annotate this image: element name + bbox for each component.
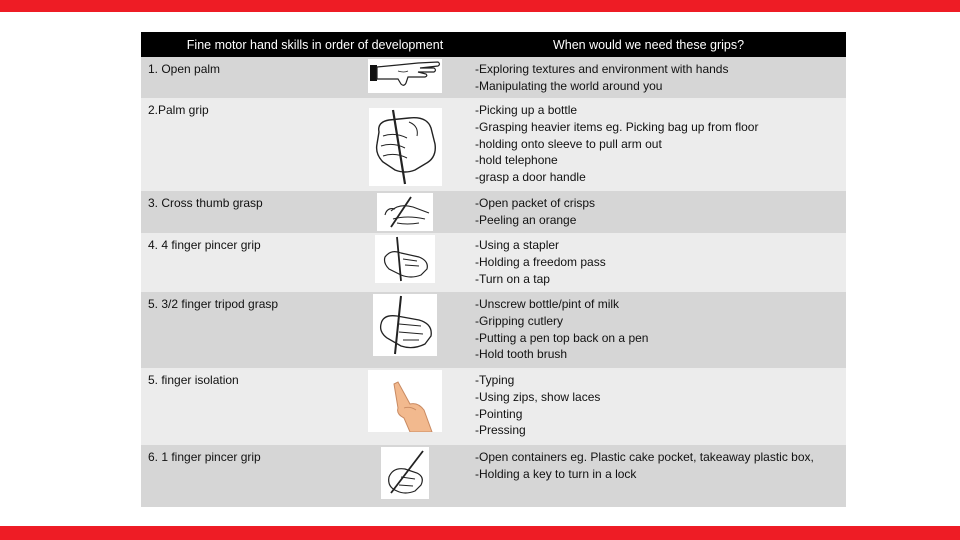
skill-label: 6. 1 finger pincer grip bbox=[148, 450, 261, 464]
use-item: -Pointing bbox=[475, 406, 523, 421]
four-finger-pincer-hand-icon bbox=[375, 235, 435, 283]
use-item: -Open containers eg. Plastic cake pocket, takeaway plastic box, bbox=[475, 450, 814, 464]
finger-isolation-hand-icon bbox=[368, 370, 442, 432]
skill-label: 2.Palm grip bbox=[148, 103, 209, 117]
use-item: -Open packet of crisps bbox=[475, 196, 596, 210]
table-row bbox=[141, 368, 846, 445]
cross-thumb-grasp-hand-icon bbox=[377, 193, 433, 231]
use-item: -Holding a freedom pass bbox=[475, 254, 606, 269]
use-item: -Gripping cutlery bbox=[475, 313, 564, 328]
use-item: -Hold tooth brush bbox=[475, 347, 568, 362]
use-item: -Exploring textures and environment with hands bbox=[475, 62, 729, 76]
skill-label: 5. finger isolation bbox=[148, 373, 239, 387]
use-item: -Using zips, show laces bbox=[475, 389, 601, 404]
table-row bbox=[141, 445, 846, 507]
use-item: -hold telephone bbox=[475, 153, 558, 168]
palm-grip-hand-icon bbox=[369, 108, 442, 186]
skill-label: 5. 3/2 finger tripod grasp bbox=[148, 297, 279, 311]
one-finger-pincer-hand-icon bbox=[381, 447, 429, 499]
table-row bbox=[141, 191, 846, 233]
use-item: -Peeling an orange bbox=[475, 212, 577, 227]
use-item: -Manipulating the world around you bbox=[475, 78, 663, 93]
open-palm-hand-icon bbox=[368, 59, 442, 93]
use-item: -holding onto sleeve to pull arm out bbox=[475, 136, 662, 151]
header-uses: When would we need these grips? bbox=[552, 37, 745, 52]
table-header bbox=[141, 32, 846, 57]
table-row bbox=[141, 57, 846, 98]
table-row bbox=[141, 98, 846, 191]
header-skills: Fine motor hand skills in order of development bbox=[186, 37, 444, 52]
use-item: -Grasping heavier items eg. Picking bag up from floor bbox=[475, 119, 759, 134]
top-red-bar bbox=[0, 0, 960, 12]
use-item: -Picking up a bottle bbox=[475, 103, 578, 117]
bottom-red-bar bbox=[0, 526, 960, 540]
use-item: -Typing bbox=[475, 373, 515, 387]
grip-table bbox=[141, 32, 846, 507]
use-item: -Pressing bbox=[475, 423, 526, 438]
skill-label: 3. Cross thumb grasp bbox=[148, 196, 263, 210]
use-item: -Turn on a tap bbox=[475, 271, 550, 286]
use-item: -grasp a door handle bbox=[475, 170, 586, 185]
tripod-grasp-hand-icon bbox=[373, 294, 437, 356]
skill-label: 1. Open palm bbox=[148, 62, 221, 76]
skill-label: 4. 4 finger pincer grip bbox=[148, 238, 261, 252]
use-item: -Unscrew bottle/pint of milk bbox=[475, 297, 620, 311]
use-item: -Putting a pen top back on a pen bbox=[475, 330, 649, 345]
use-item: -Holding a key to turn in a lock bbox=[475, 466, 637, 481]
use-item: -Using a stapler bbox=[475, 238, 560, 252]
table-row bbox=[141, 292, 846, 368]
table-row bbox=[141, 233, 846, 292]
